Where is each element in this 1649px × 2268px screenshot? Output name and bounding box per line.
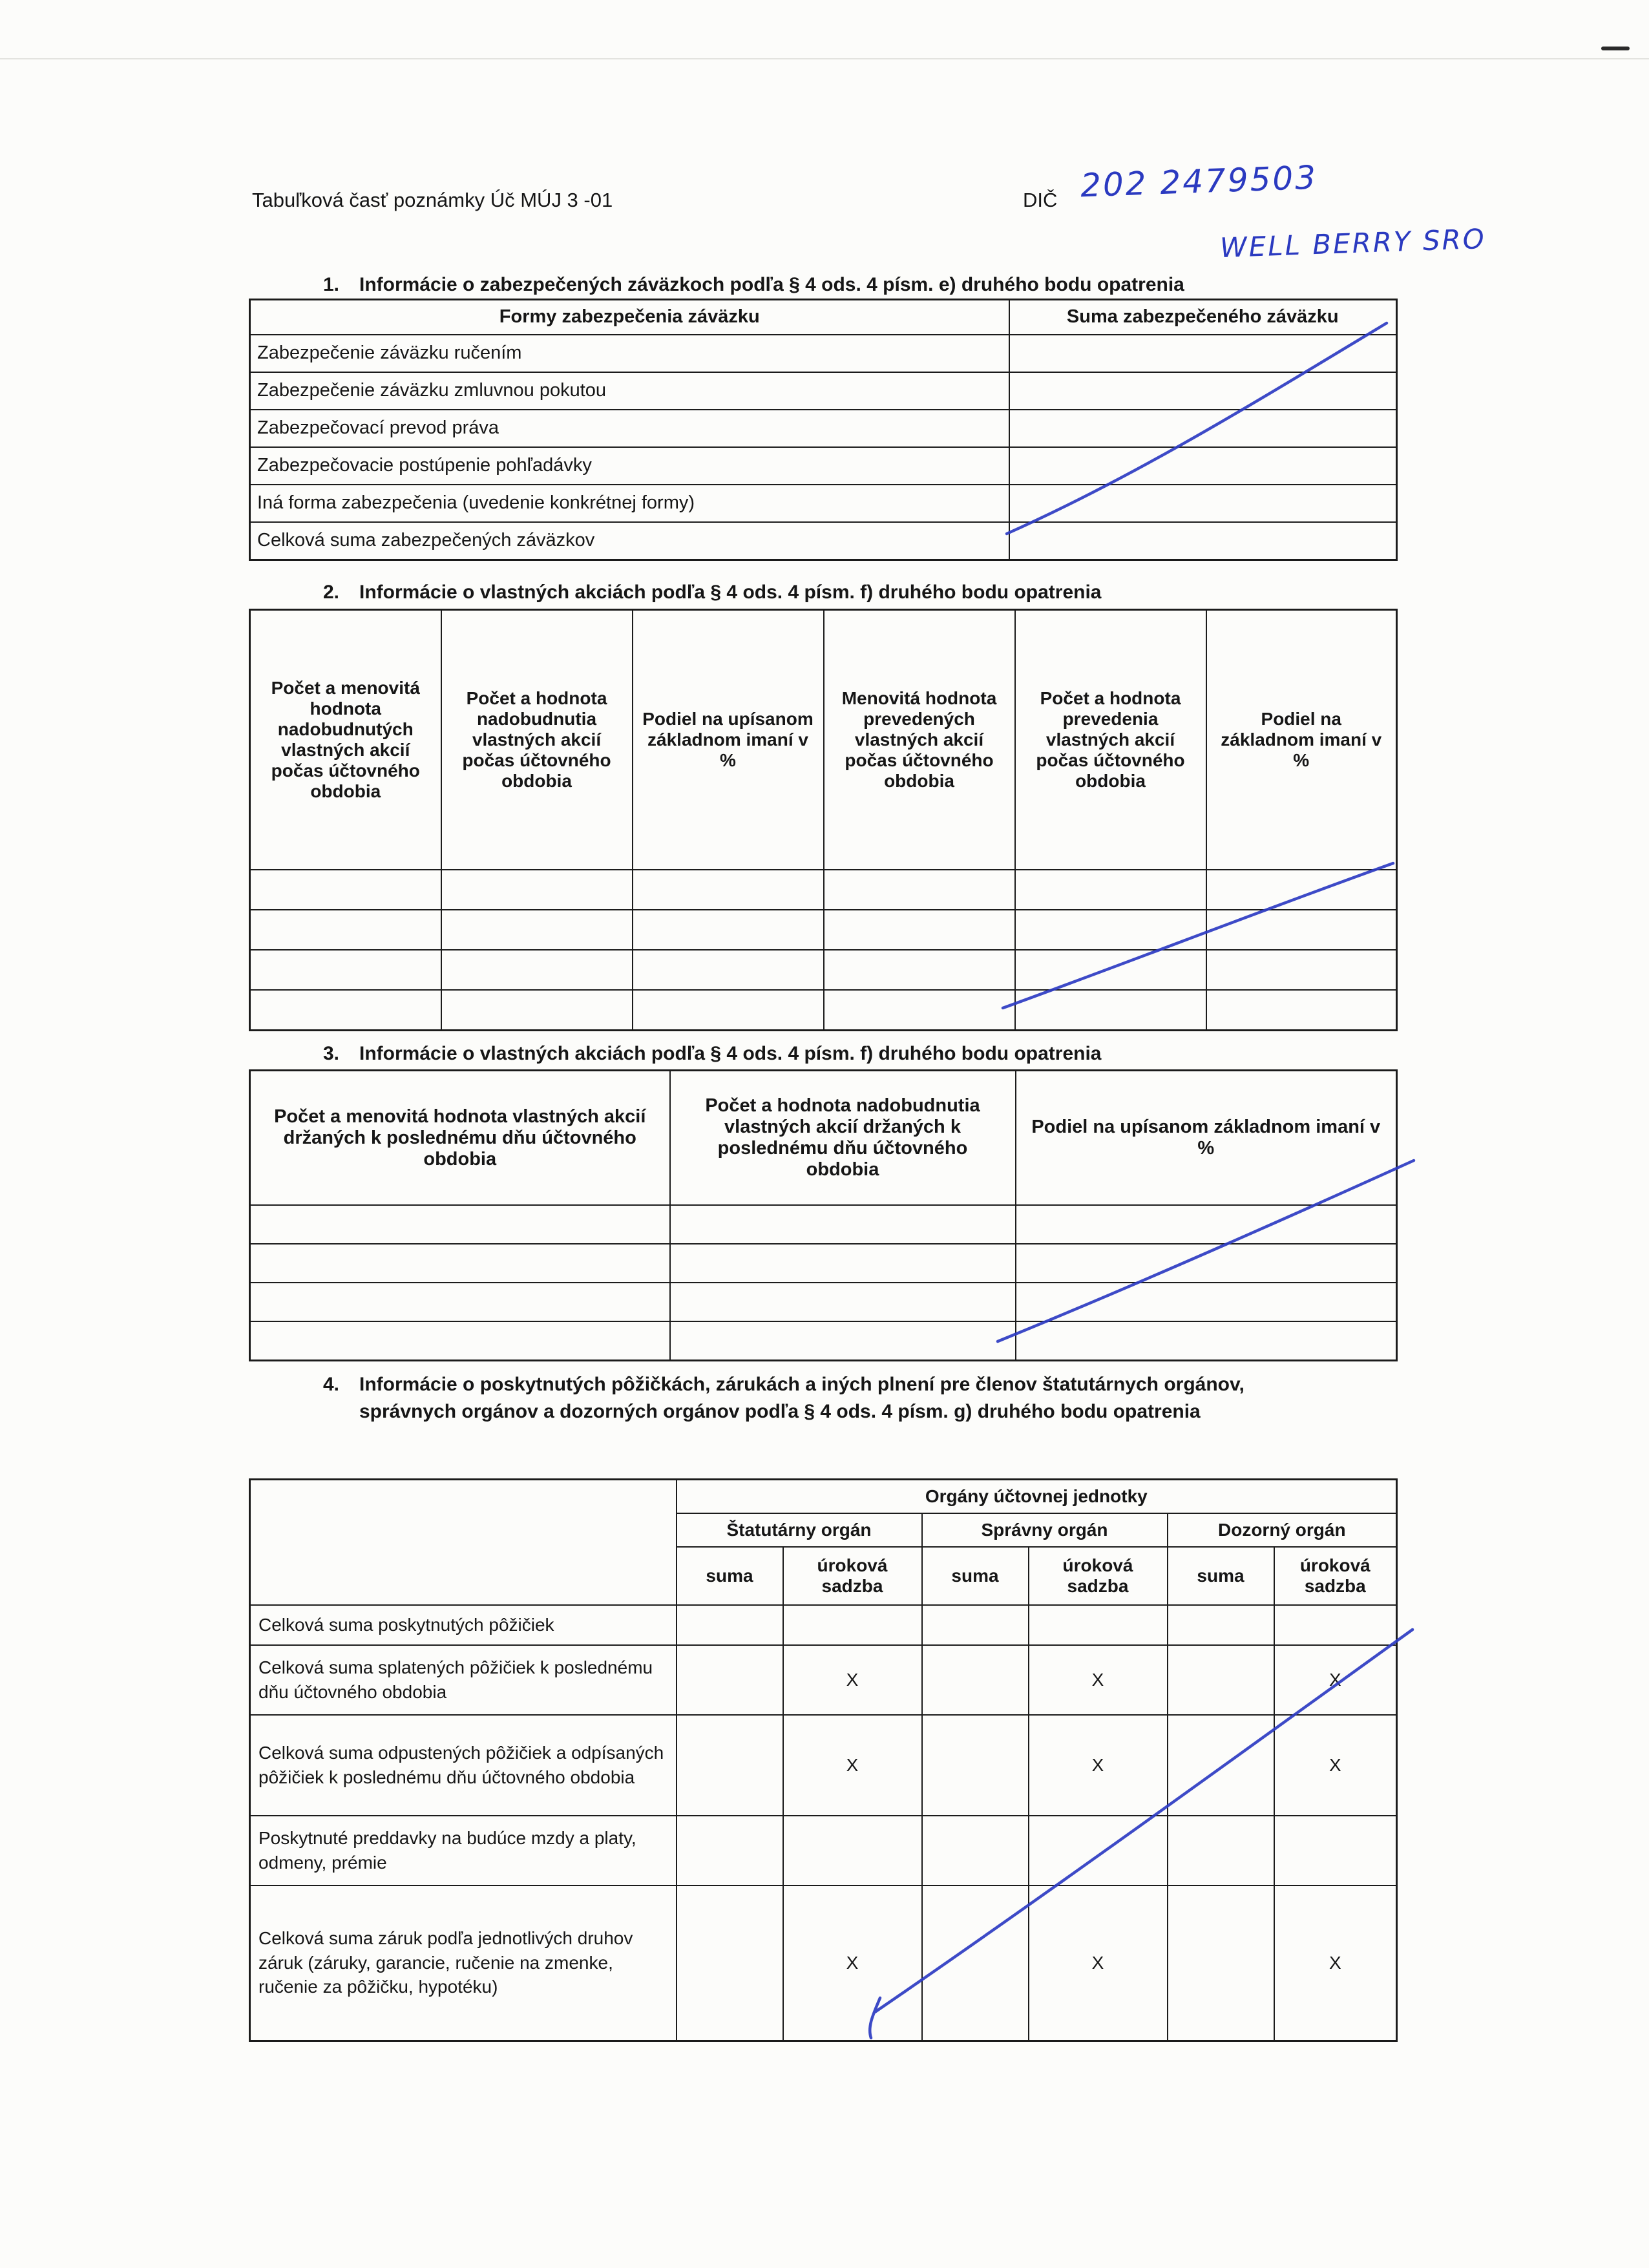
t2-header-1: Počet a menovitá hodnota nadobudnutých vlastných akcií počas účtovného obdobia [250,610,441,870]
t1-empty-cell [1009,447,1397,485]
table-row [250,990,1397,1031]
t2-header-4: Menovitá hodnota prevedených vlastných akcií počas účtovného obdobia [824,610,1015,870]
section-1-number: 1. [323,274,340,295]
t2-empty-cell [250,910,441,950]
t2-header-5: Počet a hodnota prevedenia vlastných akcií počas účtovného obdobia [1015,610,1206,870]
table-row [250,910,1397,950]
scan-artifact-dash [1601,47,1630,50]
table-row [250,1816,1397,1885]
x-mark: X [1029,1645,1168,1715]
t1-header-forms: Formy zabezpečenia záväzku [250,300,1009,335]
t4-blank-corner-cell [250,1480,677,1605]
t4-row-label: Celková suma poskytnutých pôžičiek [250,1605,677,1645]
t3-header-3: Podiel na upísanom základnom imaní v % [1016,1071,1397,1206]
table-row [250,1605,1397,1645]
t2-empty-cell [250,870,441,910]
table-row [250,335,1397,372]
t1-empty-cell [1009,372,1397,410]
own-shares-held-table [249,1069,1398,1361]
company-name-handwritten: WELL BERRY SRO [1219,222,1487,264]
own-shares-acquired-table [249,609,1398,1031]
t1-row-label: Zabezpečenie záväzku zmluvnou pokutou [250,372,1009,410]
section-1-title: Informácie o zabezpečených záväzkoch podľa § 4 ods. 4 písm. e) druhého bodu opatrenia [359,274,1184,295]
t1-empty-cell [1009,485,1397,522]
table-row [250,1244,1397,1283]
section-2-title: Informácie o vlastných akciách podľa § 4 ods. 4 písm. f) druhého bodu opatrenia [359,582,1102,603]
table-row [250,1645,1397,1715]
table-row [250,1283,1397,1321]
secured-liabilities-table [249,299,1398,561]
t4-row-label: Celková suma odpustených pôžičiek a odpísaných pôžičiek k poslednému dňu účtovného obdobia [250,1715,677,1816]
section-4-heading [323,1371,1309,1425]
section-2-heading [323,579,1101,606]
t4-organ-dozorny: Dozorný orgán [1168,1513,1397,1547]
t1-empty-cell [1009,335,1397,372]
dic-value-handwritten: 202 2479503 [1080,158,1318,205]
t1-row-label: Iná forma zabezpečenia (uvedenie konkrétnej formy) [250,485,1009,522]
t1-row-label: Zabezpečovacie postúpenie pohľadávky [250,447,1009,485]
loans-guarantees-table [249,1478,1398,2042]
table-row [250,950,1397,990]
t4-sub-suma: suma [1168,1547,1274,1605]
t1-empty-cell [1009,410,1397,447]
table-row [250,447,1397,485]
t3-empty-cell [250,1244,670,1283]
t4-organ-spravny: Správny orgán [922,1513,1168,1547]
section-4-number: 4. [323,1374,340,1395]
table-row [250,1205,1397,1244]
t2-header-6: Podiel na základnom imaní v % [1206,610,1397,870]
table-row [250,870,1397,910]
t2-empty-cell [250,990,441,1031]
t1-row-label: Zabezpečovací prevod práva [250,410,1009,447]
t3-header-2: Počet a hodnota nadobudnutia vlastných akcií držaných k poslednému dňu účtovného obdobia [670,1071,1016,1206]
t2-header-2: Počet a hodnota nadobudnutia vlastných akcií počas účtovného obdobia [441,610,633,870]
t4-sub-suma: suma [922,1547,1029,1605]
table-row [250,522,1397,560]
x-mark: X [783,1645,922,1715]
t2-empty-cell [250,950,441,990]
x-mark: X [1274,1715,1397,1816]
t4-sub-urok: úroková sadzba [783,1547,922,1605]
x-mark: X [1029,1885,1168,2041]
table-row [250,372,1397,410]
scan-artifact-line [0,58,1649,59]
section-3-number: 3. [323,1043,340,1064]
t4-sub-suma: suma [677,1547,783,1605]
t4-span-header: Orgány účtovnej jednotky [677,1480,1397,1513]
x-mark: X [1029,1715,1168,1816]
t3-empty-cell [250,1205,670,1244]
x-mark: X [783,1885,922,2041]
t3-header-1: Počet a menovitá hodnota vlastných akcií držaných k poslednému dňu účtovného obdobia [250,1071,670,1206]
x-mark: X [1274,1885,1397,2041]
t1-row-label: Celková suma zabezpečených záväzkov [250,522,1009,560]
form-id-title: Tabuľková časť poznámky Úč MÚJ 3 -01 [252,189,613,211]
table-row [250,1715,1397,1816]
t4-sub-urok: úroková sadzba [1029,1547,1168,1605]
section-3-title: Informácie o vlastných akciách podľa § 4 ods. 4 písm. f) druhého bodu opatrenia [359,1043,1102,1064]
table-row [250,1885,1397,2041]
t1-row-label: Zabezpečenie záväzku ručením [250,335,1009,372]
x-mark: X [783,1715,922,1816]
t4-sub-urok: úroková sadzba [1274,1547,1397,1605]
t4-organ-statutarny: Štatutárny orgán [677,1513,922,1547]
section-1-heading [323,271,1184,299]
t2-header-3: Podiel na upísanom základnom imaní v % [633,610,824,870]
t4-row-label: Celková suma splatených pôžičiek k poslednému dňu účtovného obdobia [250,1645,677,1715]
t4-row-label: Poskytnuté preddavky na budúce mzdy a platy, odmeny, prémie [250,1816,677,1885]
x-mark: X [1274,1645,1397,1715]
section-3-heading [323,1040,1101,1067]
table-row [250,485,1397,522]
t1-header-suma: Suma zabezpečeného záväzku [1009,300,1397,335]
table-row [250,410,1397,447]
t3-empty-cell [250,1321,670,1361]
section-2-number: 2. [323,582,340,603]
section-4-title: Informácie o poskytnutých pôžičkách, zárukách a iných plnení pre členov štatutárnych orgánov, správnych orgánov a dozorných orgánov podľa § 4 ods. 4 písm. g) druhého bodu opatrenia [359,1374,1245,1422]
t4-row-label: Celková suma záruk podľa jednotlivých druhov záruk (záruky, garancie, ručenie na zmenke, ručenie za pôžičku, hypotéku) [250,1885,677,2041]
table-row [250,1321,1397,1361]
dic-label: DIČ [1023,189,1058,211]
t1-empty-cell [1009,522,1397,560]
t3-empty-cell [250,1283,670,1321]
